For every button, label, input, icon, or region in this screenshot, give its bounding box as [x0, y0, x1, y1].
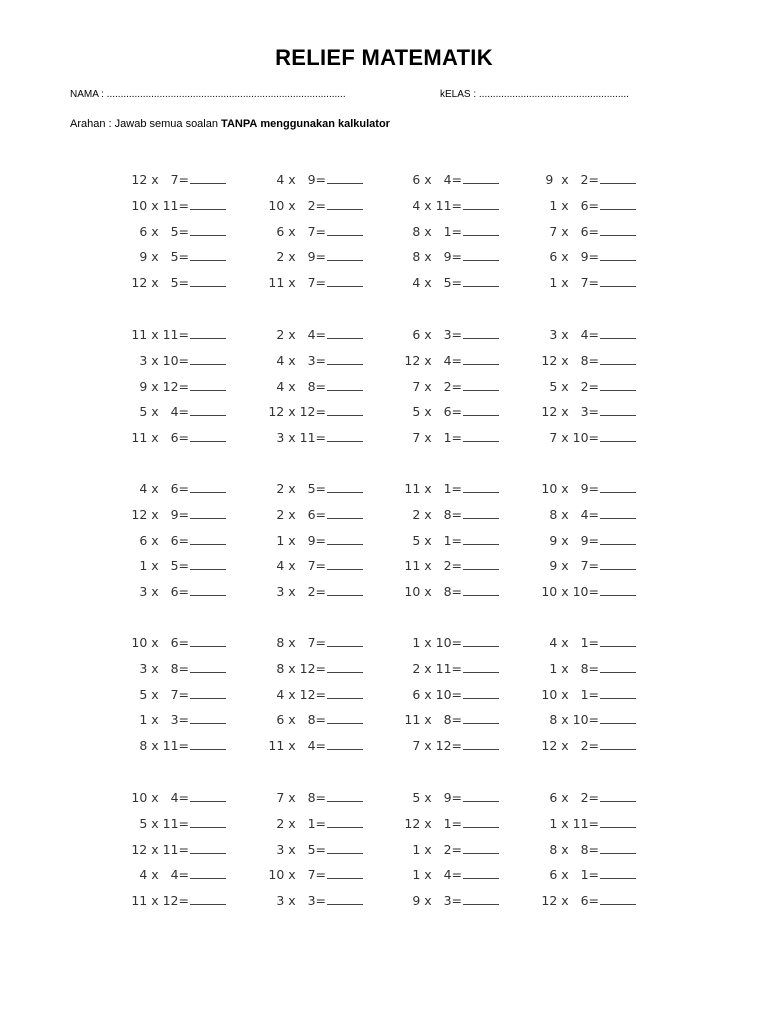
question-text: 9 x 9=: [549, 532, 599, 548]
question-text: 2 x 9=: [276, 249, 326, 265]
multiplication-question: [476, 404, 636, 419]
multiplication-question: [339, 353, 499, 368]
multiplication-question: [476, 584, 636, 599]
question-text: 5 x 2=: [549, 378, 599, 394]
answer-blank[interactable]: [600, 430, 636, 442]
answer-blank[interactable]: [600, 249, 636, 261]
multiplication-question: [66, 893, 226, 908]
question-text: 8 x 1=: [412, 223, 462, 239]
question-text: 8 x 9=: [412, 249, 462, 265]
question-text: 11 x 12=: [131, 893, 189, 909]
multiplication-question: [66, 816, 226, 831]
multiplication-question: [339, 198, 499, 213]
multiplication-question: [66, 842, 226, 857]
multiplication-question: [339, 172, 499, 187]
question-text: 12 x 5=: [131, 275, 189, 291]
multiplication-question: [339, 816, 499, 831]
multiplication-question: [66, 430, 226, 445]
question-text: 4 x 11=: [412, 197, 462, 213]
question-text: 9 x 7=: [549, 558, 599, 574]
question-row: [0, 379, 768, 399]
question-row: [0, 198, 768, 218]
question-text: 1 x 8=: [549, 660, 599, 676]
answer-blank[interactable]: [600, 275, 636, 287]
question-text: 7 x 6=: [549, 223, 599, 239]
multiplication-question: [66, 198, 226, 213]
question-text: 1 x 5=: [139, 558, 189, 574]
question-text: 2 x 5=: [276, 481, 326, 496]
question-text: 4 x 6=: [139, 481, 189, 496]
question-row: [0, 353, 768, 373]
question-text: 4 x 4=: [139, 867, 189, 883]
multiplication-question: [339, 533, 499, 548]
question-text: 2 x 11=: [412, 660, 462, 676]
question-text: 12 x 12=: [268, 404, 326, 420]
question-text: 12 x 2=: [541, 738, 599, 754]
question-row: [0, 224, 768, 244]
answer-blank[interactable]: [600, 379, 636, 391]
question-text: 4 x 9=: [276, 172, 326, 187]
answer-blank[interactable]: [600, 816, 636, 828]
question-text: 1 x 10=: [412, 635, 462, 650]
question-row: [0, 842, 768, 862]
multiplication-question: [339, 790, 499, 805]
question-text: 12 x 6=: [541, 893, 599, 909]
question-row: [0, 661, 768, 681]
multiplication-question: [339, 404, 499, 419]
answer-blank[interactable]: [600, 893, 636, 905]
multiplication-question: [476, 738, 636, 753]
question-text: 10 x 4=: [131, 790, 189, 805]
multiplication-question: [339, 584, 499, 599]
question-row: [0, 584, 768, 604]
question-text: 1 x 11=: [549, 815, 599, 831]
question-text: 8 x 7=: [276, 635, 326, 650]
answer-blank[interactable]: [600, 353, 636, 365]
question-text: 10 x 11=: [131, 197, 189, 213]
question-text: 11 x 4=: [268, 738, 326, 754]
question-text: 11 x 1=: [404, 481, 462, 496]
page-title: RELIEF MATEMATIK: [275, 45, 493, 70]
multiplication-question: [339, 507, 499, 522]
multiplication-question: [476, 867, 636, 882]
question-text: 3 x 10=: [139, 352, 189, 368]
multiplication-question: [339, 558, 499, 573]
multiplication-question: [339, 249, 499, 264]
question-row: [0, 790, 768, 810]
question-text: 12 x 8=: [541, 352, 599, 368]
question-text: 8 x 11=: [139, 738, 189, 754]
instructions-bold-tanpa: TANPA: [221, 118, 258, 130]
multiplication-question: [476, 635, 636, 650]
question-text: 10 x 6=: [131, 635, 189, 650]
multiplication-question: [339, 842, 499, 857]
question-row: [0, 712, 768, 732]
answer-blank[interactable]: [600, 198, 636, 210]
answer-blank[interactable]: [600, 712, 636, 724]
multiplication-question: [476, 558, 636, 573]
question-row: [0, 404, 768, 424]
question-text: 5 x 7=: [139, 686, 189, 702]
question-text: 10 x 2=: [268, 197, 326, 213]
question-row: [0, 558, 768, 578]
question-text: 12 x 11=: [131, 841, 189, 857]
multiplication-question: [339, 738, 499, 753]
question-row: [0, 327, 768, 347]
multiplication-question: [476, 430, 636, 445]
question-row: [0, 867, 768, 887]
question-text: 4 x 7=: [276, 558, 326, 574]
multiplication-question: [66, 379, 226, 394]
question-text: 12 x 9=: [131, 506, 189, 522]
question-row: [0, 507, 768, 527]
multiplication-question: [339, 867, 499, 882]
multiplication-question: [339, 379, 499, 394]
answer-blank[interactable]: [600, 224, 636, 236]
question-text: 4 x 8=: [276, 378, 326, 394]
question-text: 1 x 9=: [276, 532, 326, 548]
question-text: 2 x 4=: [276, 327, 326, 342]
question-text: 4 x 5=: [412, 275, 462, 291]
multiplication-question: [476, 327, 636, 342]
multiplication-question: [66, 224, 226, 239]
question-text: 1 x 7=: [549, 275, 599, 291]
question-row: [0, 533, 768, 553]
question-row: [0, 893, 768, 913]
multiplication-question: [66, 867, 226, 882]
multiplication-question: [339, 635, 499, 650]
answer-blank[interactable]: [600, 635, 636, 647]
multiplication-question: [66, 738, 226, 753]
question-row: [0, 816, 768, 836]
question-text: 6 x 2=: [549, 790, 599, 805]
question-row: [0, 172, 768, 192]
multiplication-question: [66, 687, 226, 702]
question-text: 9 x 3=: [412, 893, 462, 909]
question-row: [0, 481, 768, 501]
multiplication-question: [476, 507, 636, 522]
multiplication-question: [66, 712, 226, 727]
question-text: 10 x 7=: [268, 867, 326, 883]
multiplication-question: [339, 481, 499, 496]
question-text: 11 x 8=: [404, 712, 462, 728]
question-row: [0, 249, 768, 269]
question-text: 7 x 12=: [412, 738, 462, 754]
question-text: 6 x 9=: [549, 249, 599, 265]
question-row: [0, 687, 768, 707]
question-text: 9 x 12=: [139, 378, 189, 394]
question-text: 8 x 8=: [549, 841, 599, 857]
question-text: 3 x 11=: [276, 430, 326, 446]
question-text: 3 x 8=: [139, 660, 189, 676]
multiplication-question: [476, 816, 636, 831]
question-text: 11 x 11=: [131, 327, 189, 342]
multiplication-question: [66, 661, 226, 676]
multiplication-question: [339, 327, 499, 342]
multiplication-question: [66, 533, 226, 548]
multiplication-question: [339, 893, 499, 908]
question-text: 12 x 7=: [131, 172, 189, 187]
multiplication-question: [476, 224, 636, 239]
multiplication-question: [339, 430, 499, 445]
multiplication-question: [339, 712, 499, 727]
question-text: 12 x 4=: [404, 352, 462, 368]
question-text: 1 x 4=: [412, 867, 462, 883]
multiplication-question: [476, 712, 636, 727]
answer-blank[interactable]: [600, 661, 636, 673]
question-text: 6 x 10=: [412, 686, 462, 702]
multiplication-question: [66, 635, 226, 650]
question-text: 6 x 7=: [276, 223, 326, 239]
multiplication-question: [339, 224, 499, 239]
question-text: 11 x 2=: [404, 558, 462, 574]
question-text: 4 x 12=: [276, 686, 326, 702]
question-text: 4 x 1=: [549, 635, 599, 650]
multiplication-question: [476, 275, 636, 290]
question-row: [0, 635, 768, 655]
question-text: 8 x 12=: [276, 660, 326, 676]
question-text: 10 x 10=: [541, 584, 599, 600]
multiplication-question: [476, 481, 636, 496]
multiplication-question: [66, 404, 226, 419]
multiplication-question: [476, 353, 636, 368]
multiplication-question: [476, 661, 636, 676]
question-text: 10 x 8=: [404, 584, 462, 600]
name-field-label: NAMA : ......................................................................................: [70, 89, 346, 100]
instructions-prefix: Arahan : Jawab semua soalan: [70, 118, 222, 130]
question-text: 6 x 5=: [139, 223, 189, 239]
instructions: [70, 118, 390, 130]
answer-blank[interactable]: [600, 790, 636, 802]
question-row: [0, 430, 768, 450]
answer-blank[interactable]: [600, 327, 636, 339]
question-text: 9 x 2=: [545, 172, 599, 187]
answer-blank[interactable]: [600, 481, 636, 493]
question-text: 1 x 3=: [139, 712, 189, 728]
multiplication-question: [66, 584, 226, 599]
answer-blank[interactable]: [600, 404, 636, 416]
multiplication-question: [476, 198, 636, 213]
multiplication-question: [476, 249, 636, 264]
question-text: 6 x 8=: [276, 712, 326, 728]
question-text: 6 x 1=: [549, 867, 599, 883]
question-text: 3 x 5=: [276, 841, 326, 857]
question-text: 1 x 6=: [549, 197, 599, 213]
answer-blank[interactable]: [600, 867, 636, 879]
question-text: 10 x 1=: [541, 686, 599, 702]
multiplication-question: [66, 353, 226, 368]
multiplication-question: [476, 842, 636, 857]
multiplication-question: [476, 533, 636, 548]
question-text: 6 x 4=: [412, 172, 462, 187]
answer-blank[interactable]: [600, 172, 636, 184]
multiplication-question: [339, 661, 499, 676]
multiplication-question: [476, 172, 636, 187]
question-text: 2 x 1=: [276, 815, 326, 831]
answer-blank[interactable]: [600, 584, 636, 596]
answer-blank[interactable]: [600, 687, 636, 699]
question-text: 6 x 6=: [139, 532, 189, 548]
multiplication-question: [476, 687, 636, 702]
question-text: 3 x 4=: [549, 327, 599, 342]
multiplication-question: [339, 275, 499, 290]
question-text: 12 x 1=: [404, 815, 462, 831]
question-text: 3 x 3=: [276, 893, 326, 909]
multiplication-question: [66, 327, 226, 342]
instructions-bold-calc: menggunakan kalkulator: [260, 118, 390, 130]
multiplication-question: [476, 790, 636, 805]
question-text: 7 x 1=: [412, 430, 462, 446]
multiplication-question: [339, 687, 499, 702]
question-text: 7 x 8=: [276, 790, 326, 805]
multiplication-question: [66, 558, 226, 573]
question-text: 4 x 3=: [276, 352, 326, 368]
question-text: 7 x 10=: [549, 430, 599, 446]
multiplication-question: [66, 790, 226, 805]
answer-blank[interactable]: [600, 533, 636, 545]
question-text: 5 x 4=: [139, 404, 189, 420]
question-row: [0, 275, 768, 295]
question-text: 2 x 6=: [276, 506, 326, 522]
question-row: [0, 738, 768, 758]
multiplication-question: [66, 507, 226, 522]
question-text: 11 x 6=: [131, 430, 189, 446]
question-text: 3 x 2=: [276, 584, 326, 600]
multiplication-question: [66, 481, 226, 496]
answer-blank[interactable]: [600, 507, 636, 519]
multiplication-question: [476, 379, 636, 394]
question-text: 8 x 10=: [549, 712, 599, 728]
question-text: 7 x 2=: [412, 378, 462, 394]
question-text: 5 x 9=: [412, 790, 462, 805]
answer-blank[interactable]: [600, 738, 636, 750]
question-text: 12 x 3=: [541, 404, 599, 420]
question-text: 5 x 6=: [412, 404, 462, 420]
question-text: 2 x 8=: [412, 506, 462, 522]
class-field-label: kELAS : ......................................................: [440, 89, 629, 100]
question-text: 1 x 2=: [412, 841, 462, 857]
multiplication-question: [66, 249, 226, 264]
question-text: 6 x 3=: [412, 327, 462, 342]
question-text: 8 x 4=: [549, 506, 599, 522]
multiplication-question: [66, 275, 226, 290]
question-text: 11 x 7=: [268, 275, 326, 291]
question-text: 5 x 1=: [412, 532, 462, 548]
question-text: 3 x 6=: [139, 584, 189, 600]
multiplication-question: [476, 893, 636, 908]
question-text: 10 x 9=: [541, 481, 599, 496]
question-text: 9 x 5=: [139, 249, 189, 265]
question-text: 5 x 11=: [139, 815, 189, 831]
multiplication-question: [66, 172, 226, 187]
answer-blank[interactable]: [600, 558, 636, 570]
answer-blank[interactable]: [600, 842, 636, 854]
